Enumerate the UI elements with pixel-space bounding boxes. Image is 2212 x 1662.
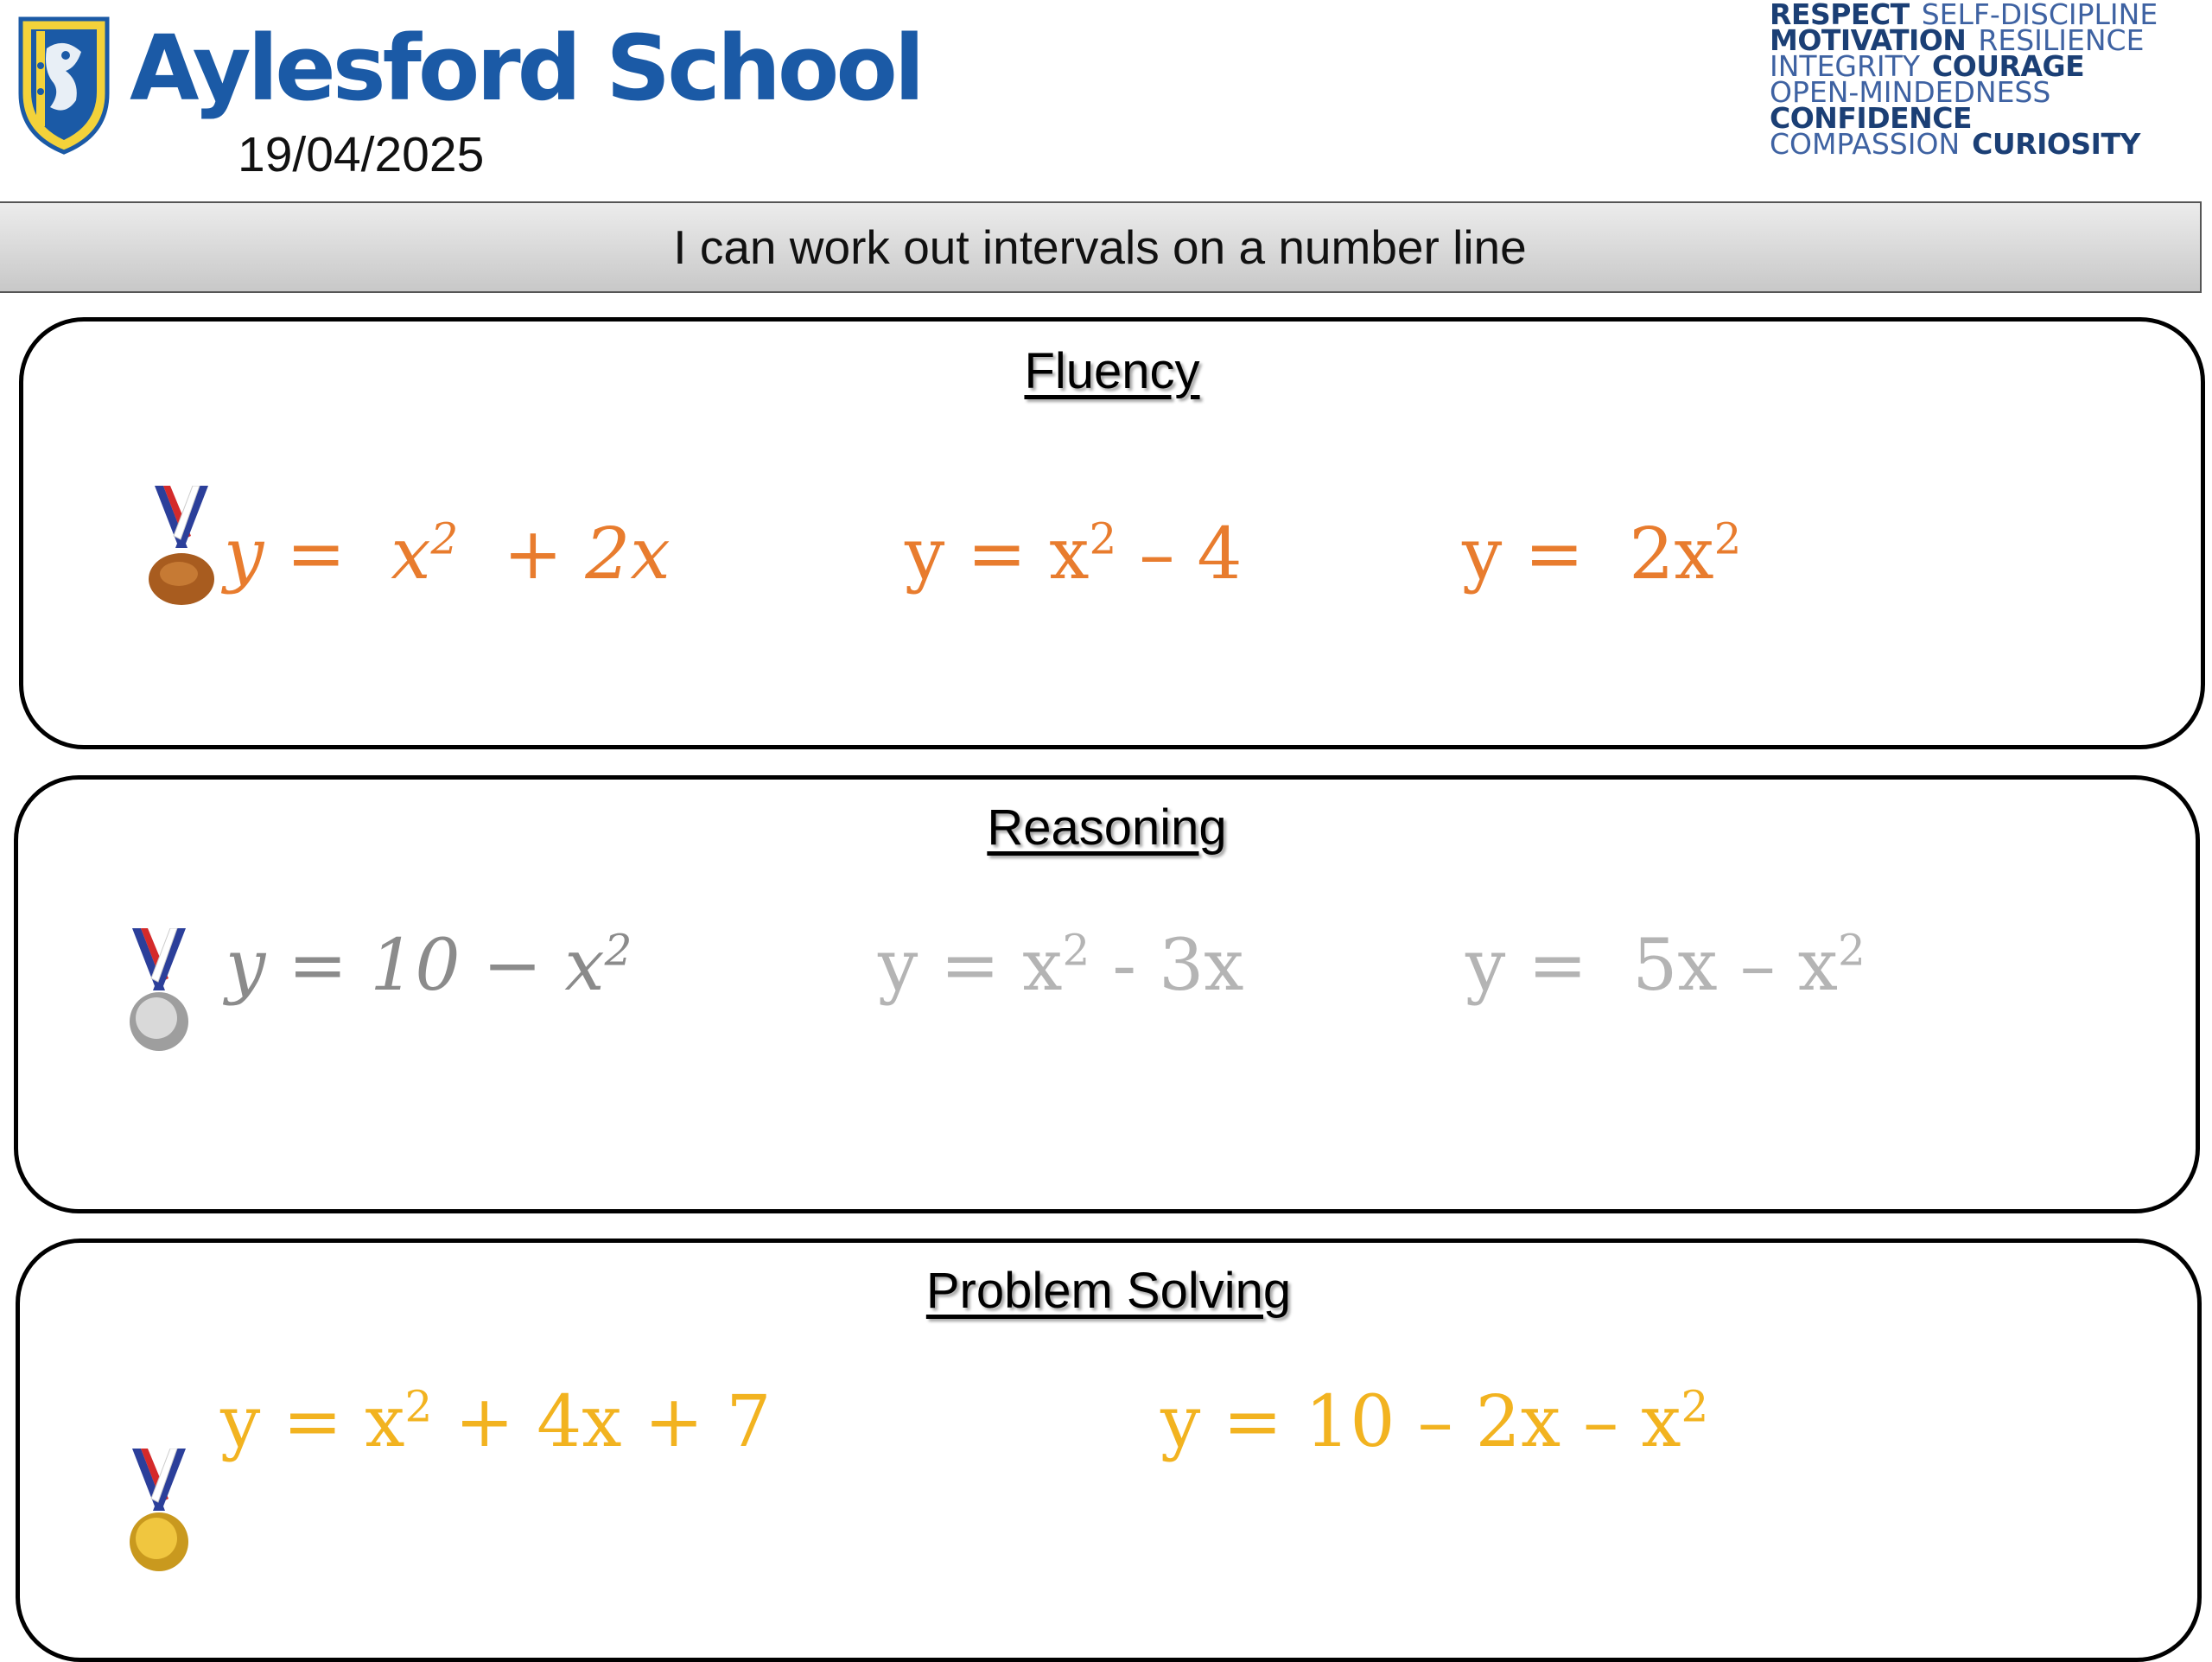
equation-term: x [365,1381,405,1463]
equation-exponent: 2 [1838,925,1866,976]
value-word: CURIOSITY [1972,127,2140,161]
equation-term: x [1022,925,1063,1007]
section-title: Fluency [1024,343,1200,399]
equation-lhs: y = [1462,513,1585,595]
equation-term: 10 – 2x – x [1305,1381,1681,1463]
school-name: Aylesford School [130,16,922,121]
bronze-medal-icon [144,486,219,615]
equation [220,1381,772,1463]
section-title: Problem Solving [925,1263,1292,1319]
equation-lhs: y = [878,925,1001,1007]
equation-lhs: y = [224,513,346,595]
equation [226,925,632,1007]
equation-rest: + 4x + 7 [454,1381,772,1463]
section-title: Reasoning [987,799,1227,856]
value-word: MOTIVATION [1770,23,1967,57]
equation-lhs: y = [220,1381,343,1463]
equation [1462,513,1741,595]
equation [224,513,671,595]
learning-objective: I can work out intervals on a number line [673,220,1527,274]
equation-lhs: y = [905,513,1027,595]
school-shield-icon [16,14,112,156]
learning-objective-bar [0,201,2202,293]
equation-lhs: y = [1465,925,1588,1007]
equation [1465,925,1866,1007]
gold-medal-icon [122,1449,196,1578]
equation-lhs: y = [1160,1381,1283,1463]
equation-term: 10 − x [370,925,605,1007]
silver-medal-icon [122,928,196,1058]
value-word: RESPECT [1770,0,1910,31]
value-word: COURAGE [1931,49,2085,83]
equation-rest: + 2x [503,513,671,595]
equation-exponent: 2 [1681,1381,1709,1432]
equation-exponent: 2 [404,1381,433,1432]
equation-lhs: y = [226,925,348,1007]
equation-exponent: 2 [1062,925,1090,976]
equation-rest: – 4 [1139,513,1243,595]
value-word: COMPASSION [1770,127,1961,161]
equation-exponent: 2 [604,925,632,976]
school-values [1770,0,2210,161]
lesson-date: 19/04/2025 [238,127,485,182]
value-word: INTEGRITY [1770,49,1920,83]
equation-rest: - 3x [1112,925,1244,1007]
equation [905,513,1243,595]
fluency-panel [19,317,2205,749]
problem-solving-panel [16,1239,2202,1662]
equation [878,925,1244,1007]
equation-term: x [391,513,431,595]
value-word: OPEN-MINDEDNESS [1770,75,2051,109]
equation-exponent: 2 [430,513,459,564]
values-row [1770,127,2210,161]
equation-exponent: 2 [1713,513,1742,564]
value-word: RESILIENCE [1978,23,2145,57]
value-word: SELF-DISCIPLINE [1921,0,2158,31]
value-word: CONFIDENCE [1770,101,1973,135]
equation-term: 5x – x [1632,925,1839,1007]
equation-term: x [1049,513,1090,595]
equation [1160,1381,1708,1463]
equation-term: 2x [1629,513,1714,595]
reasoning-panel [14,775,2200,1213]
equation-exponent: 2 [1089,513,1117,564]
